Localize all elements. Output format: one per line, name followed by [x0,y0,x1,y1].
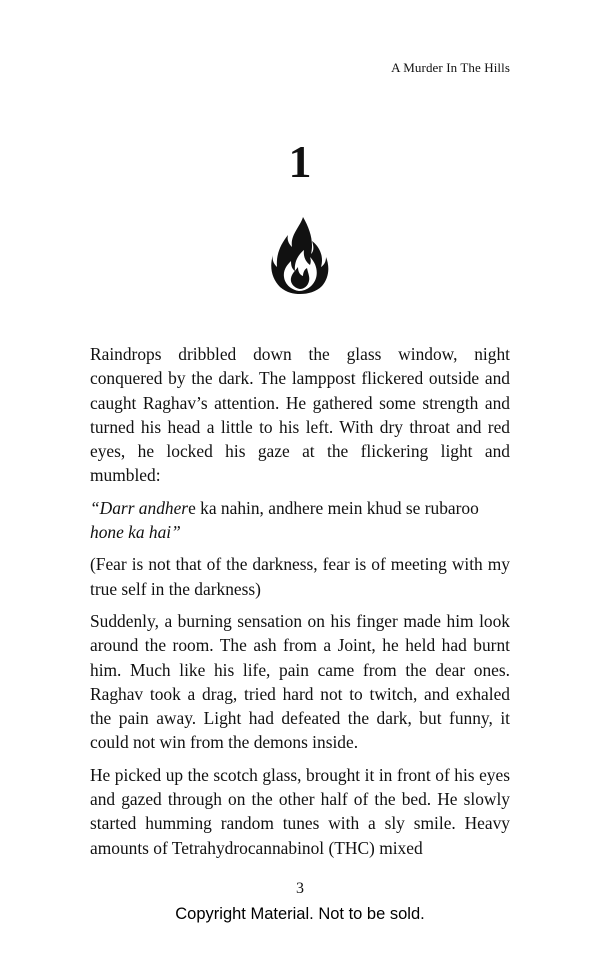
running-head-title: A Murder In The Hills [391,60,510,75]
paragraph: Suddenly, a burning sensation on his finger made him look around the room. The ash from a Joint, he held had burnt him. Much like his life, pain came from the dear ones. Raghav took a drag, tried hard not to twitch, and exhaled the pain away. Light had defeated the dark, but funny, it could not win from the demons inside. [90,610,510,753]
quote-translation: (Fear is not that of the darkness, fear is of meeting with my true self in the darkness) [90,554,510,599]
chapter-number: 1 [288,136,312,187]
quote-italic-start: “Darr andher [90,497,189,518]
copyright-notice: Copyright Material. Not to be sold. [175,905,425,923]
page-number: 3 [296,880,304,897]
flame-icon [270,215,330,295]
chapter-body [90,342,510,868]
paragraph: He picked up the scotch glass, brought it in front of his eyes and gazed through on the other half of the bed. He slowly started humming random tunes with a sly smile. Heavy amounts of Tetrahydrocannabinol (THC) mixed [90,764,510,858]
hindi-quote [90,496,510,545]
paragraph: Raindrops dribbled down the glass window, night conquered by the dark. The lamppost flickered outside and caught Raghav’s attention. He gathered some strength and turned his head a little to his left. With dry throat and red eyes, he locked his gaze at the flickering light and mumbled: [90,344,510,486]
quote-italic-end: hone ka hai” [90,522,181,543]
quote-regular: e ka nahin, andhere mein khud se rubaroo [188,497,479,518]
